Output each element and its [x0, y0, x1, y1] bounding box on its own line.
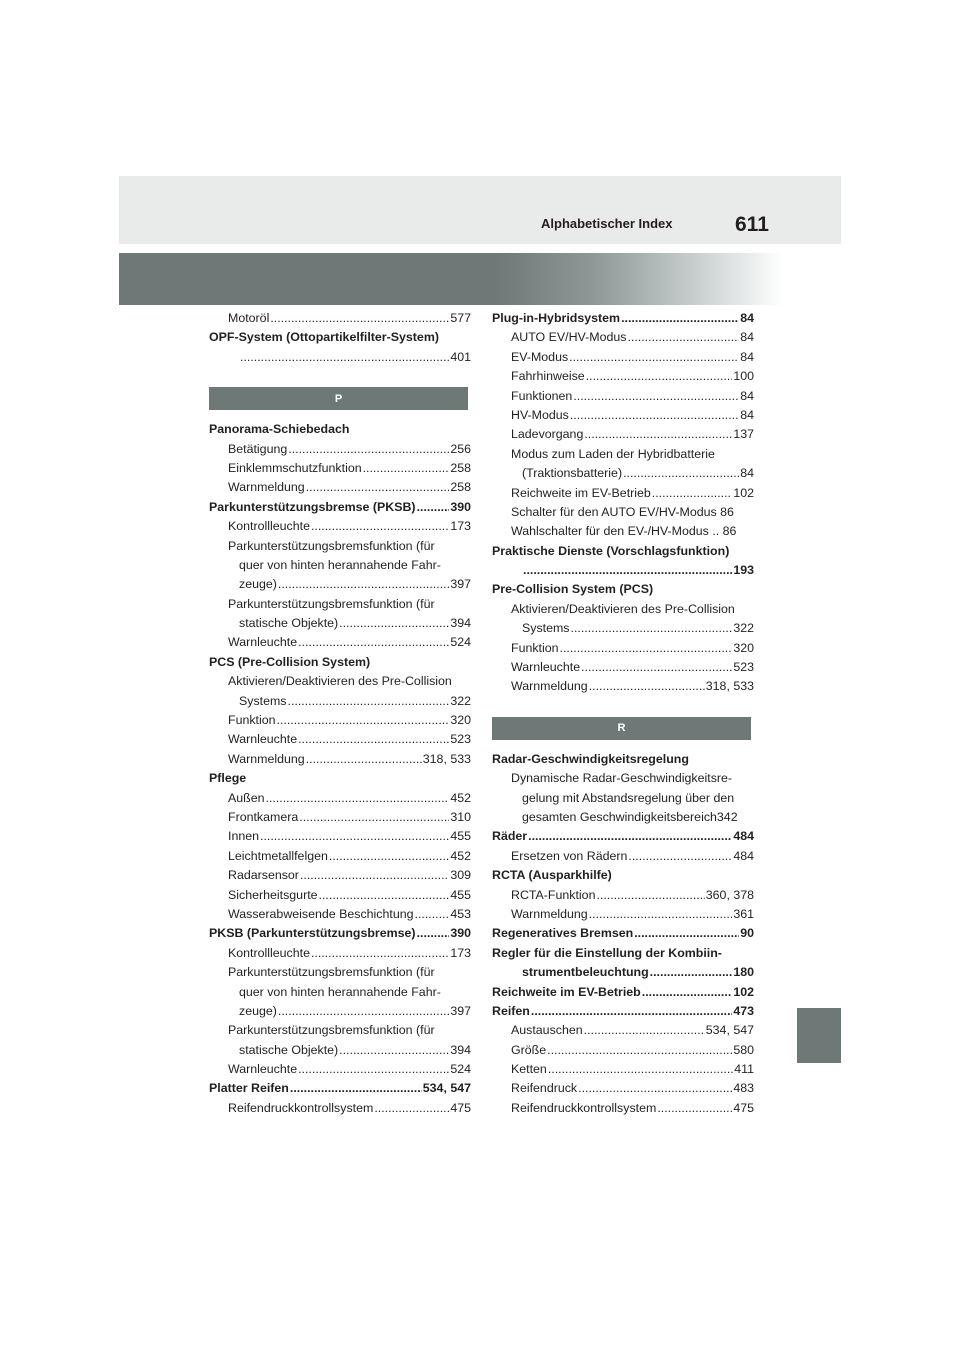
dot-leader	[621, 311, 739, 325]
dot-leader	[571, 621, 733, 635]
index-entry	[492, 486, 754, 505]
index-term: Innen	[228, 829, 260, 844]
index-term: Funktionen	[511, 388, 573, 403]
section-side-tab	[797, 1008, 841, 1063]
index-entry	[492, 810, 754, 829]
index-entry	[492, 563, 754, 582]
index-term: Regeneratives Bremsen	[492, 926, 634, 941]
index-entry	[209, 771, 471, 790]
dot-leader	[570, 408, 739, 422]
page-ref: 523	[733, 660, 754, 675]
page-ref: 193	[733, 563, 754, 578]
index-term: Motoröl	[228, 311, 270, 325]
page-ref: 401	[450, 349, 471, 364]
index-entry	[209, 1004, 471, 1023]
dot-leader	[339, 616, 449, 630]
page-ref: 523	[450, 732, 471, 747]
page-ref: 84	[740, 330, 754, 345]
index-term: Leichtmetallfelgen	[228, 848, 328, 863]
index-entry	[209, 694, 471, 713]
index-term: strumentbeleuchtung	[522, 965, 649, 980]
index-entry	[492, 621, 754, 640]
index-entry	[209, 558, 471, 577]
index-entry	[209, 1023, 471, 1042]
page-ref: 524	[450, 1062, 471, 1077]
index-entry	[209, 635, 471, 654]
index-entry	[492, 791, 754, 810]
index-term: statische Objekte)	[239, 616, 339, 631]
page-section-title: Alphabetischer Index	[541, 216, 673, 231]
index-term: Parkunterstützungsbremsfunktion (für	[228, 538, 435, 553]
index-term: Kontrollleuchte	[228, 945, 310, 960]
header-gradient-band	[119, 253, 841, 305]
dot-leader	[260, 829, 449, 843]
page-ref: 394	[450, 1042, 471, 1057]
page-ref: 180	[733, 965, 754, 980]
index-term: Einklemmschutzfunktion	[228, 460, 362, 475]
index-entry	[209, 1081, 471, 1100]
index-entry	[209, 500, 471, 519]
dot-leader	[589, 679, 705, 693]
dot-leader	[584, 427, 732, 441]
page-ref: 100	[733, 369, 754, 384]
index-entry	[209, 577, 471, 596]
index-term: Funktion	[511, 640, 559, 655]
dot-leader	[650, 965, 733, 979]
index-entry	[492, 1023, 754, 1042]
page-ref: 580	[733, 1042, 754, 1057]
index-entry	[492, 505, 754, 524]
dot-leader	[270, 311, 449, 325]
dot-leader	[642, 985, 733, 999]
page-ref: 452	[450, 848, 471, 863]
page-ref: 84	[740, 407, 754, 422]
dot-leader	[306, 480, 450, 494]
index-entry	[492, 427, 754, 446]
index-entry	[492, 1004, 754, 1023]
index-term: Dynamische Radar-Geschwindigkeitsre-	[511, 771, 733, 786]
dot-leader	[240, 350, 449, 364]
page-ref: 84	[740, 311, 754, 325]
dot-leader	[652, 486, 733, 500]
index-term: Reichweite im EV-Betrieb	[492, 984, 641, 999]
page-ref: 411	[734, 1062, 754, 1077]
index-entry	[209, 868, 471, 887]
index-entry	[492, 408, 754, 427]
index-term: Parkunterstützungsbremsfunktion (für	[228, 965, 435, 980]
page-ref: 84	[740, 349, 754, 364]
index-entry	[492, 389, 754, 408]
index-term: Ersetzen von Rädern	[511, 848, 628, 863]
page-ref: 322	[450, 693, 471, 708]
page-ref: 484	[733, 829, 754, 844]
index-entry	[492, 888, 754, 907]
dot-leader	[298, 635, 449, 649]
dot-leader	[548, 1062, 733, 1076]
page-ref: 483	[733, 1081, 754, 1096]
index-term: Warnleuchte	[228, 732, 298, 747]
page-ref: 534, 547	[422, 1081, 471, 1096]
index-entry	[209, 311, 471, 330]
page-ref: 320	[733, 640, 754, 655]
page-ref: 90	[740, 926, 754, 941]
index-entry	[492, 602, 754, 621]
page-ref: 394	[450, 616, 471, 631]
dot-leader	[627, 330, 739, 344]
index-entry	[492, 641, 754, 660]
index-term: Außen	[228, 790, 265, 805]
index-entry	[492, 369, 754, 388]
index-entry	[209, 350, 471, 369]
index-entry	[492, 752, 754, 771]
index-entry	[209, 810, 471, 829]
index-entry	[209, 422, 471, 441]
index-entry	[492, 447, 754, 466]
index-term: Austauschen	[511, 1023, 583, 1038]
page-ref: 310	[450, 809, 471, 824]
index-entry	[492, 660, 754, 679]
index-term: Betätigung	[228, 441, 288, 456]
index-term: Schalter für den AUTO EV/HV-Modus 86	[511, 504, 734, 519]
dot-leader	[523, 563, 732, 577]
index-term: PKSB (Parkunterstützungsbremse)	[209, 926, 416, 941]
index-term: OPF-System (Ottopartikelfilter-System)	[209, 330, 439, 345]
index-term: AUTO EV/HV-Modus	[511, 330, 627, 345]
index-entry	[209, 946, 471, 965]
index-entry	[209, 732, 471, 751]
index-term: HV-Modus	[511, 407, 569, 422]
dot-leader	[528, 829, 732, 843]
index-term: Parkunterstützungsbremsfunktion (für	[228, 596, 435, 611]
index-term: Pre-Collision System (PCS)	[492, 582, 654, 597]
header-bar	[119, 176, 841, 244]
index-column-left	[209, 311, 471, 1120]
page-ref: 577	[450, 311, 471, 325]
index-term: Parkunterstützungsbremse (PKSB)	[209, 499, 416, 514]
index-term: Pflege	[209, 771, 247, 786]
index-entry	[209, 888, 471, 907]
index-term: Reifendruckkontrollsystem	[228, 1100, 374, 1115]
index-term: Praktische Dienste (Vorschlagsfunktion)	[492, 543, 730, 558]
index-entry	[209, 791, 471, 810]
letter-divider: R	[492, 717, 751, 740]
page-ref: 453	[450, 906, 471, 921]
index-term: Radarsensor	[228, 868, 299, 883]
index-entry	[209, 442, 471, 461]
index-term: Reichweite im EV-Betrieb	[511, 485, 651, 500]
index-term: Systems	[239, 693, 287, 708]
index-term: Warnleuchte	[228, 635, 298, 650]
page-ref: 102	[733, 984, 754, 999]
dot-leader	[657, 1101, 732, 1115]
index-term: statische Objekte)	[239, 1042, 339, 1057]
index-entry	[209, 849, 471, 868]
index-term: Kontrollleuchte	[228, 519, 310, 534]
index-entry	[492, 965, 754, 984]
index-term: (Traktionsbatterie)	[522, 466, 623, 481]
index-entry	[492, 829, 754, 848]
page-ref: 137	[733, 427, 754, 442]
dot-leader	[339, 1043, 449, 1057]
index-entry	[492, 946, 754, 965]
page-ref: 475	[733, 1100, 754, 1115]
dot-leader	[547, 1043, 732, 1057]
index-entry	[209, 480, 471, 499]
dot-leader	[586, 369, 733, 383]
index-entry	[492, 544, 754, 563]
index-entry	[492, 868, 754, 887]
page-ref: 318, 533	[705, 679, 754, 694]
index-term: Wasserabweisende Beschichtung	[228, 906, 414, 921]
page-ref: 360, 378	[705, 887, 754, 902]
dot-leader	[363, 461, 450, 475]
index-term: Räder	[492, 829, 528, 844]
index-term: Reifendruckkontrollsystem	[511, 1100, 657, 1115]
index-entry	[492, 985, 754, 1004]
index-term: Regler für die Einstellung der Kombiin-	[492, 945, 722, 960]
dot-leader	[278, 1004, 449, 1018]
index-entry	[492, 330, 754, 349]
index-entry	[209, 1043, 471, 1062]
index-term: Reifendruck	[511, 1081, 578, 1096]
index-term: Wahlschalter für den EV-/HV-Modus .. 86	[511, 524, 737, 539]
index-column-right	[492, 311, 754, 1120]
page-ref: 452	[450, 790, 471, 805]
dot-leader	[596, 888, 704, 902]
index-term: quer von hinten herannahende Fahr-	[239, 984, 441, 999]
dot-leader	[299, 810, 449, 824]
index-term: Funktion	[228, 713, 276, 728]
page-ref: 390	[450, 926, 471, 941]
index-term: quer von hinten herannahende Fahr-	[239, 557, 441, 572]
page-ref: 397	[450, 577, 471, 592]
index-entry	[209, 965, 471, 984]
dot-leader	[319, 888, 450, 902]
dot-leader	[531, 1004, 732, 1018]
index-entry	[492, 350, 754, 369]
page-ref: 173	[450, 945, 471, 960]
index-term: gesamten Geschwindigkeitsbereich342	[522, 809, 738, 824]
index-entry	[209, 907, 471, 926]
dot-leader	[288, 442, 449, 456]
index-entry	[209, 1101, 471, 1120]
index-entry	[209, 616, 471, 635]
index-term: Warnmeldung	[228, 751, 305, 766]
dot-leader	[560, 641, 733, 655]
page-ref: 455	[450, 829, 471, 844]
index-entry	[209, 1062, 471, 1081]
index-entry	[492, 679, 754, 698]
index-term: Warnmeldung	[228, 480, 305, 495]
index-term: Sicherheitsgurte	[228, 887, 318, 902]
index-term: Größe	[511, 1042, 547, 1057]
dot-leader	[569, 350, 739, 364]
index-term: Systems	[522, 621, 570, 636]
dot-leader	[584, 1023, 705, 1037]
dot-leader	[581, 660, 732, 674]
page-ref: 390	[450, 499, 471, 514]
index-term: Modus zum Laden der Hybridbatterie	[511, 446, 715, 461]
dot-leader	[288, 694, 450, 708]
page-ref: 320	[450, 713, 471, 728]
page-ref: 102	[733, 485, 754, 500]
dot-leader	[623, 466, 739, 480]
dot-leader	[311, 519, 449, 533]
index-entry	[209, 713, 471, 732]
index-term: RCTA (Ausparkhilfe)	[492, 868, 612, 883]
dot-leader	[278, 577, 449, 591]
page-ref: 258	[450, 480, 471, 495]
page-ref: 455	[450, 887, 471, 902]
dot-leader	[628, 849, 732, 863]
index-term: Warnmeldung	[511, 679, 588, 694]
index-entry	[492, 1043, 754, 1062]
index-term: Ladevorgang	[511, 427, 584, 442]
index-term: zeuge)	[239, 1003, 277, 1018]
index-entry	[492, 524, 754, 543]
index-term: zeuge)	[239, 577, 277, 592]
page-ref: 173	[450, 519, 471, 534]
index-entry	[209, 539, 471, 558]
letter-divider: P	[209, 387, 468, 410]
index-entry	[209, 655, 471, 674]
dot-leader	[589, 907, 733, 921]
index-entry	[492, 849, 754, 868]
dot-leader	[573, 389, 739, 403]
dot-leader	[634, 926, 739, 940]
index-entry	[209, 597, 471, 616]
dot-leader	[578, 1081, 732, 1095]
index-term: Panorama-Schiebedach	[209, 422, 350, 437]
dot-leader	[277, 713, 450, 727]
dot-leader	[298, 1062, 449, 1076]
index-entry	[209, 829, 471, 848]
dot-leader	[300, 868, 449, 882]
page-ref: 484	[733, 848, 754, 863]
page-ref: 84	[740, 388, 754, 403]
page-ref: 309	[450, 868, 471, 883]
dot-leader	[298, 732, 449, 746]
dot-leader	[415, 907, 450, 921]
page-ref: 473	[733, 1003, 754, 1018]
index-entry	[492, 1081, 754, 1100]
index-term: Radar-Geschwindigkeitsregelung	[492, 751, 689, 766]
page-ref: 322	[733, 621, 754, 636]
dot-leader	[417, 500, 450, 514]
index-entry	[209, 926, 471, 945]
index-term: Ketten	[511, 1062, 547, 1077]
index-entry	[209, 461, 471, 480]
index-entry	[492, 582, 754, 601]
index-term: Aktivieren/Deaktivieren des Pre-Collision	[511, 601, 735, 616]
dot-leader	[329, 849, 449, 863]
index-term: Fahrhinweise	[511, 369, 585, 384]
index-entry	[209, 330, 471, 349]
page-ref: 256	[450, 441, 471, 456]
index-entry	[492, 1101, 754, 1120]
index-term: Warnmeldung	[511, 906, 588, 921]
dot-leader	[290, 1081, 422, 1095]
index-term: Platter Reifen	[209, 1081, 289, 1096]
index-entry	[209, 985, 471, 1004]
index-term: Parkunterstützungsbremsfunktion (für	[228, 1023, 435, 1038]
index-entry	[492, 926, 754, 945]
index-entry	[492, 907, 754, 926]
dot-leader	[417, 926, 450, 940]
dot-leader	[374, 1101, 449, 1115]
index-term: Frontkamera	[228, 809, 299, 824]
page-ref: 258	[450, 460, 471, 475]
dot-leader	[311, 946, 449, 960]
page-ref: 534, 547	[705, 1023, 754, 1038]
index-entry	[209, 519, 471, 538]
index-term: PCS (Pre-Collision System)	[209, 654, 371, 669]
dot-leader	[306, 752, 422, 766]
page-ref: 361	[733, 906, 754, 921]
index-entry	[209, 674, 471, 693]
index-term: Reifen	[492, 1003, 530, 1018]
index-term: Plug-in-Hybridsystem	[492, 311, 621, 325]
index-term: RCTA-Funktion	[511, 887, 596, 902]
index-entry	[492, 466, 754, 485]
page-ref: 475	[450, 1100, 471, 1115]
index-term: Aktivieren/Deaktivieren des Pre-Collision	[228, 674, 452, 689]
index-entry	[209, 752, 471, 771]
dot-leader	[266, 791, 450, 805]
index-term: gelung mit Abstandsregelung über den	[522, 790, 735, 805]
page-ref: 397	[450, 1003, 471, 1018]
index-entry	[492, 1062, 754, 1081]
index-entry	[492, 771, 754, 790]
page-number: 611	[735, 213, 769, 236]
page-ref: 84	[740, 466, 754, 481]
index-entry	[492, 311, 754, 330]
page-ref: 524	[450, 635, 471, 650]
index-term: EV-Modus	[511, 349, 569, 364]
index-term: Warnleuchte	[228, 1062, 298, 1077]
index-term: Warnleuchte	[511, 660, 581, 675]
page-ref: 318, 533	[422, 751, 471, 766]
